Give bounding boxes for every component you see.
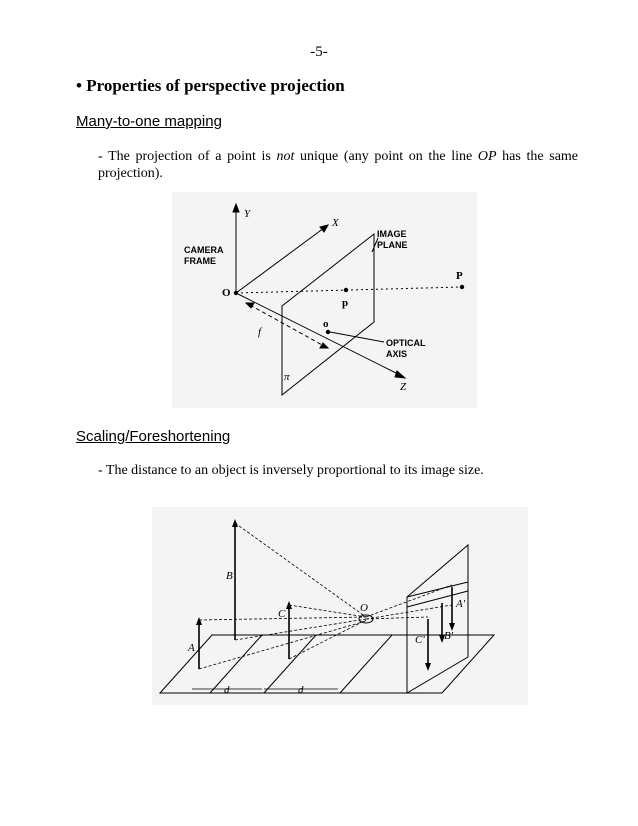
label-B-img: B': [444, 630, 454, 642]
para1-text-not: not: [276, 149, 295, 164]
para1-text-mid: unique (any point on the line: [294, 149, 478, 164]
para1-text-after: has the same projection).: [98, 149, 579, 181]
label-C: C: [278, 608, 286, 620]
label-o: o: [323, 318, 329, 330]
label-camera: CAMERA: [184, 245, 224, 255]
figure-foreshortening: [152, 507, 528, 705]
label-image: IMAGE: [377, 229, 407, 239]
label-x: X: [332, 217, 339, 229]
figure2-svg: [152, 507, 528, 705]
label-optical: OPTICAL: [386, 338, 426, 348]
point-P-dot: [460, 285, 464, 289]
paragraph-scaling: - The distance to an object is inversely proportional to its image size.: [98, 463, 484, 478]
label-f: f: [258, 326, 262, 338]
label-d2: d: [298, 684, 304, 696]
origin-dot: [234, 291, 238, 295]
subheading-scaling: Scaling/Foreshortening: [76, 428, 231, 445]
para1-text-op: OP: [477, 149, 497, 164]
figure-perspective-projection: [172, 192, 477, 408]
label-p: p: [342, 297, 349, 309]
figure1-background: [172, 192, 477, 408]
label-y: Y: [244, 208, 251, 220]
label-plane: PLANE: [377, 240, 408, 250]
label-d1: d: [224, 684, 230, 696]
page-number: -5-: [310, 44, 328, 60]
section-heading: • Properties of perspective projection: [76, 76, 345, 95]
label-z: Z: [400, 381, 407, 393]
label-frame: FRAME: [184, 256, 216, 266]
paragraph-many-to-one: [98, 148, 578, 182]
label-pi: π: [284, 371, 290, 383]
label-B: B: [226, 570, 233, 582]
figure2-background: [152, 507, 528, 705]
label-axis: AXIS: [386, 349, 408, 359]
label-O: O: [360, 602, 368, 614]
figure1-svg: [172, 192, 477, 408]
point-p-dot: [344, 288, 348, 292]
label-A: A: [188, 642, 195, 654]
label-origin: O: [222, 287, 231, 299]
label-P: P: [456, 270, 463, 282]
label-C-img: C': [415, 634, 425, 646]
subheading-many-to-one: Many-to-one mapping: [76, 113, 222, 130]
para1-text-before: - The projection of a point is: [98, 149, 277, 164]
label-A-img: A': [456, 598, 466, 610]
principal-point-dot: [326, 330, 330, 334]
